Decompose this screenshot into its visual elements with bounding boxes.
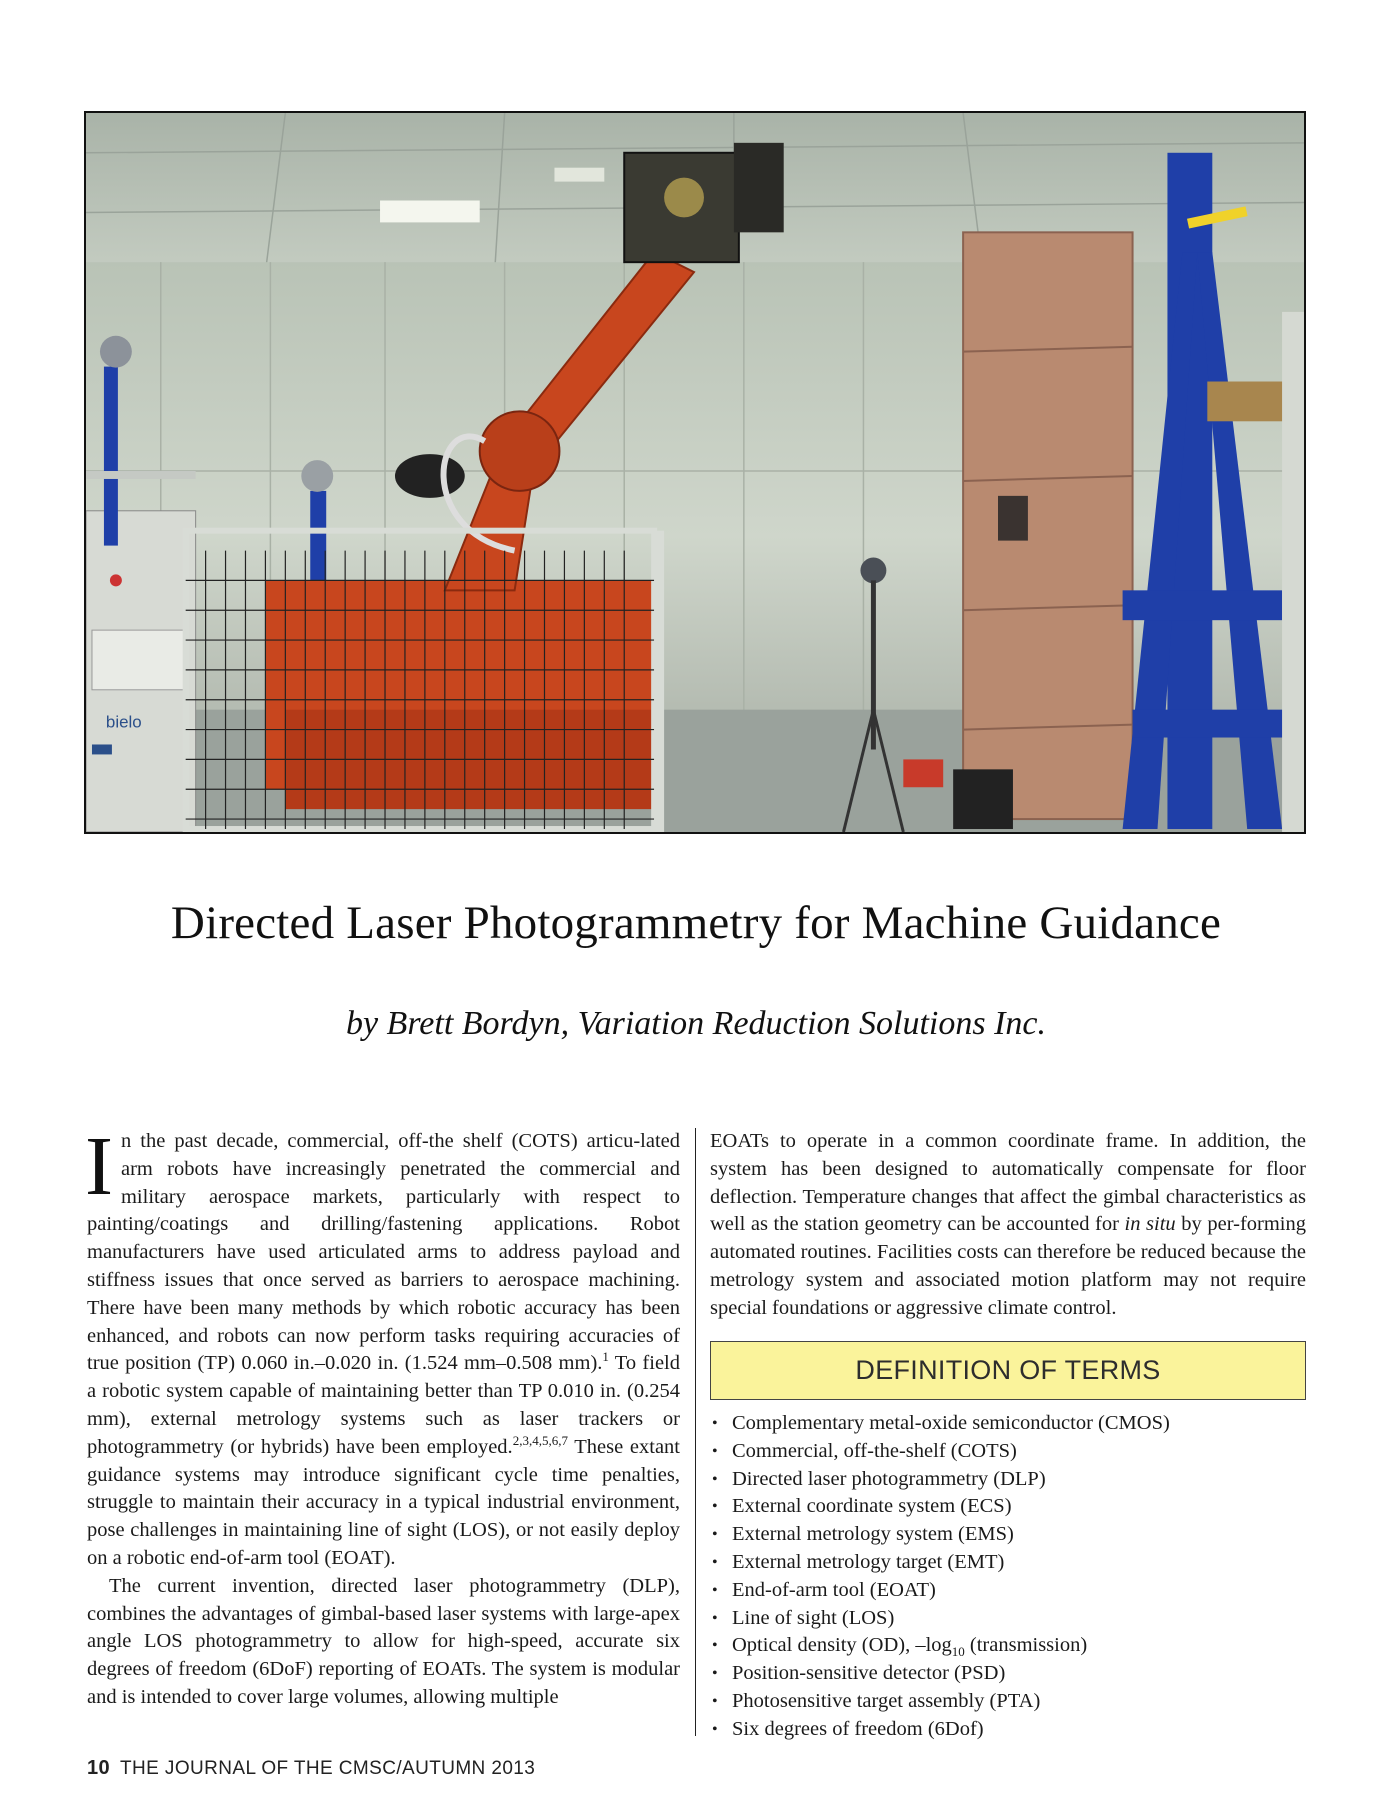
definition-box: [710, 1341, 1306, 1400]
journal-name: THE JOURNAL OF THE CMSC/AUTUMN 2013: [120, 1758, 536, 1779]
article-photo: [84, 111, 1306, 834]
red-box: [903, 759, 943, 787]
intro-paragraph: [85, 1120, 680, 1573]
cabinet-label: bielo: [105, 712, 142, 732]
term-item: • Photosensitive target assembly (PTA): [710, 1688, 1306, 1716]
term-item: • Line of sight (LOS): [710, 1605, 1306, 1633]
second-paragraph: The current invention, directed laser photogrammetry (DLP), combines the advantages of gimbal-based laser systems with large-apex angle LOS photogrammetry to allow for high-speed, accurate six degrees of freedom (6DoF) reporting of EOATs. The system is modular and is intended to cover large volumes, allowing multiple: [87, 1574, 680, 1708]
term-item: • Complementary metal-oxide semiconductor (CMOS): [710, 1410, 1306, 1438]
page-footer: [87, 1757, 535, 1780]
article-title: Directed Laser Photogrammetry for Machine Guidance: [170, 897, 1222, 949]
left-tracker-stand: [104, 367, 118, 546]
right-column: [710, 1128, 1306, 1323]
intro-text-a: n the past decade, commercial, off-the shelf (COTS) articu-lated arm robots have increasingly penetrated the commercial and military aerospace markets, particularly with respect to painting/coatings and drilling/fastening applications. Robot manufacturers have used articulated arms to address payload and stiffness issues that once served as barriers to aerospace machining. There have been many methods by which robotic accuracy has been enhanced, and robots can now perform tasks requiring accuracies of true position (TP) 0.060 in.–0.020 in. (1.524 mm–0.508 mm).: [87, 1130, 680, 1375]
citation-2-7: 2,3,4,5,6,7: [512, 1432, 568, 1448]
term-item: • Position-sensitive detector (PSD): [710, 1660, 1306, 1688]
continuation-paragraph: [710, 1128, 1306, 1323]
robot-cell-illustration: [86, 113, 1304, 832]
drop-cap: I: [85, 1120, 113, 1213]
term-item: • Directed laser photogrammetry (DLP): [710, 1466, 1306, 1494]
tooling-crate: [963, 232, 1132, 819]
article-byline: by Brett Bordyn, Variation Reduction Solutions Inc.: [345, 1005, 1047, 1042]
page-number: 10: [87, 1757, 111, 1779]
term-item: • External metrology target (EMT): [710, 1549, 1306, 1577]
robot-motor: [395, 454, 465, 498]
column-divider: [695, 1128, 696, 1736]
tripod-tracker-head: [860, 558, 886, 584]
left-tracker-head: [100, 336, 132, 368]
term-item: • Commercial, off-the-shelf (COTS): [710, 1438, 1306, 1466]
od-term-text: Optical density (OD), –log: [732, 1634, 952, 1657]
term-item: • End-of-arm tool (EOAT): [710, 1577, 1306, 1605]
citation-1: 1: [602, 1349, 609, 1365]
definition-heading: DEFINITION OF TERMS: [855, 1355, 1161, 1385]
term-item: • External metrology system (EMS): [710, 1521, 1306, 1549]
continuation-text-a: EOATs to operate in a common coordinate frame. In addition, the system has been designed to automatically compensate for floor deflection. Temperature changes that affect the gimbal characteristics as well as the station geometry can be accounted for: [710, 1130, 1306, 1236]
continuation-text-b: by per-forming automated routines. Facilities costs can therefore be reduced because the metrology system and associated motion platform may not require special foundations or aggressive climate control.: [710, 1213, 1306, 1319]
intro-text-b: To field a robotic system capable of maintaining better than TP 0.010 in. (0.254 mm), external metrology systems such as laser trackers or photogrammetry (or hybrids) have been employed.: [87, 1352, 680, 1458]
intro-text-c: These extant guidance systems may introduce significant cycle time penalties, struggle to maintain their accuracy in a typical industrial environment, pose challenges in maintaining line of sight (LOS), or not easily deploy on a robotic end-of-arm tool (EOAT).: [87, 1435, 680, 1569]
ceiling-light: [380, 201, 480, 223]
term-item-optical-density: [710, 1632, 1306, 1660]
od-term-suffix: (transmission): [964, 1634, 1088, 1657]
od-subscript: 10: [951, 1644, 965, 1660]
left-column: [85, 1120, 680, 1712]
term-item: • Six degrees of freedom (6Dof): [710, 1716, 1306, 1744]
definition-list: [710, 1410, 1306, 1744]
in-situ-emphasis: in situ: [1124, 1213, 1176, 1236]
term-item: • External coordinate system (ECS): [710, 1493, 1306, 1521]
